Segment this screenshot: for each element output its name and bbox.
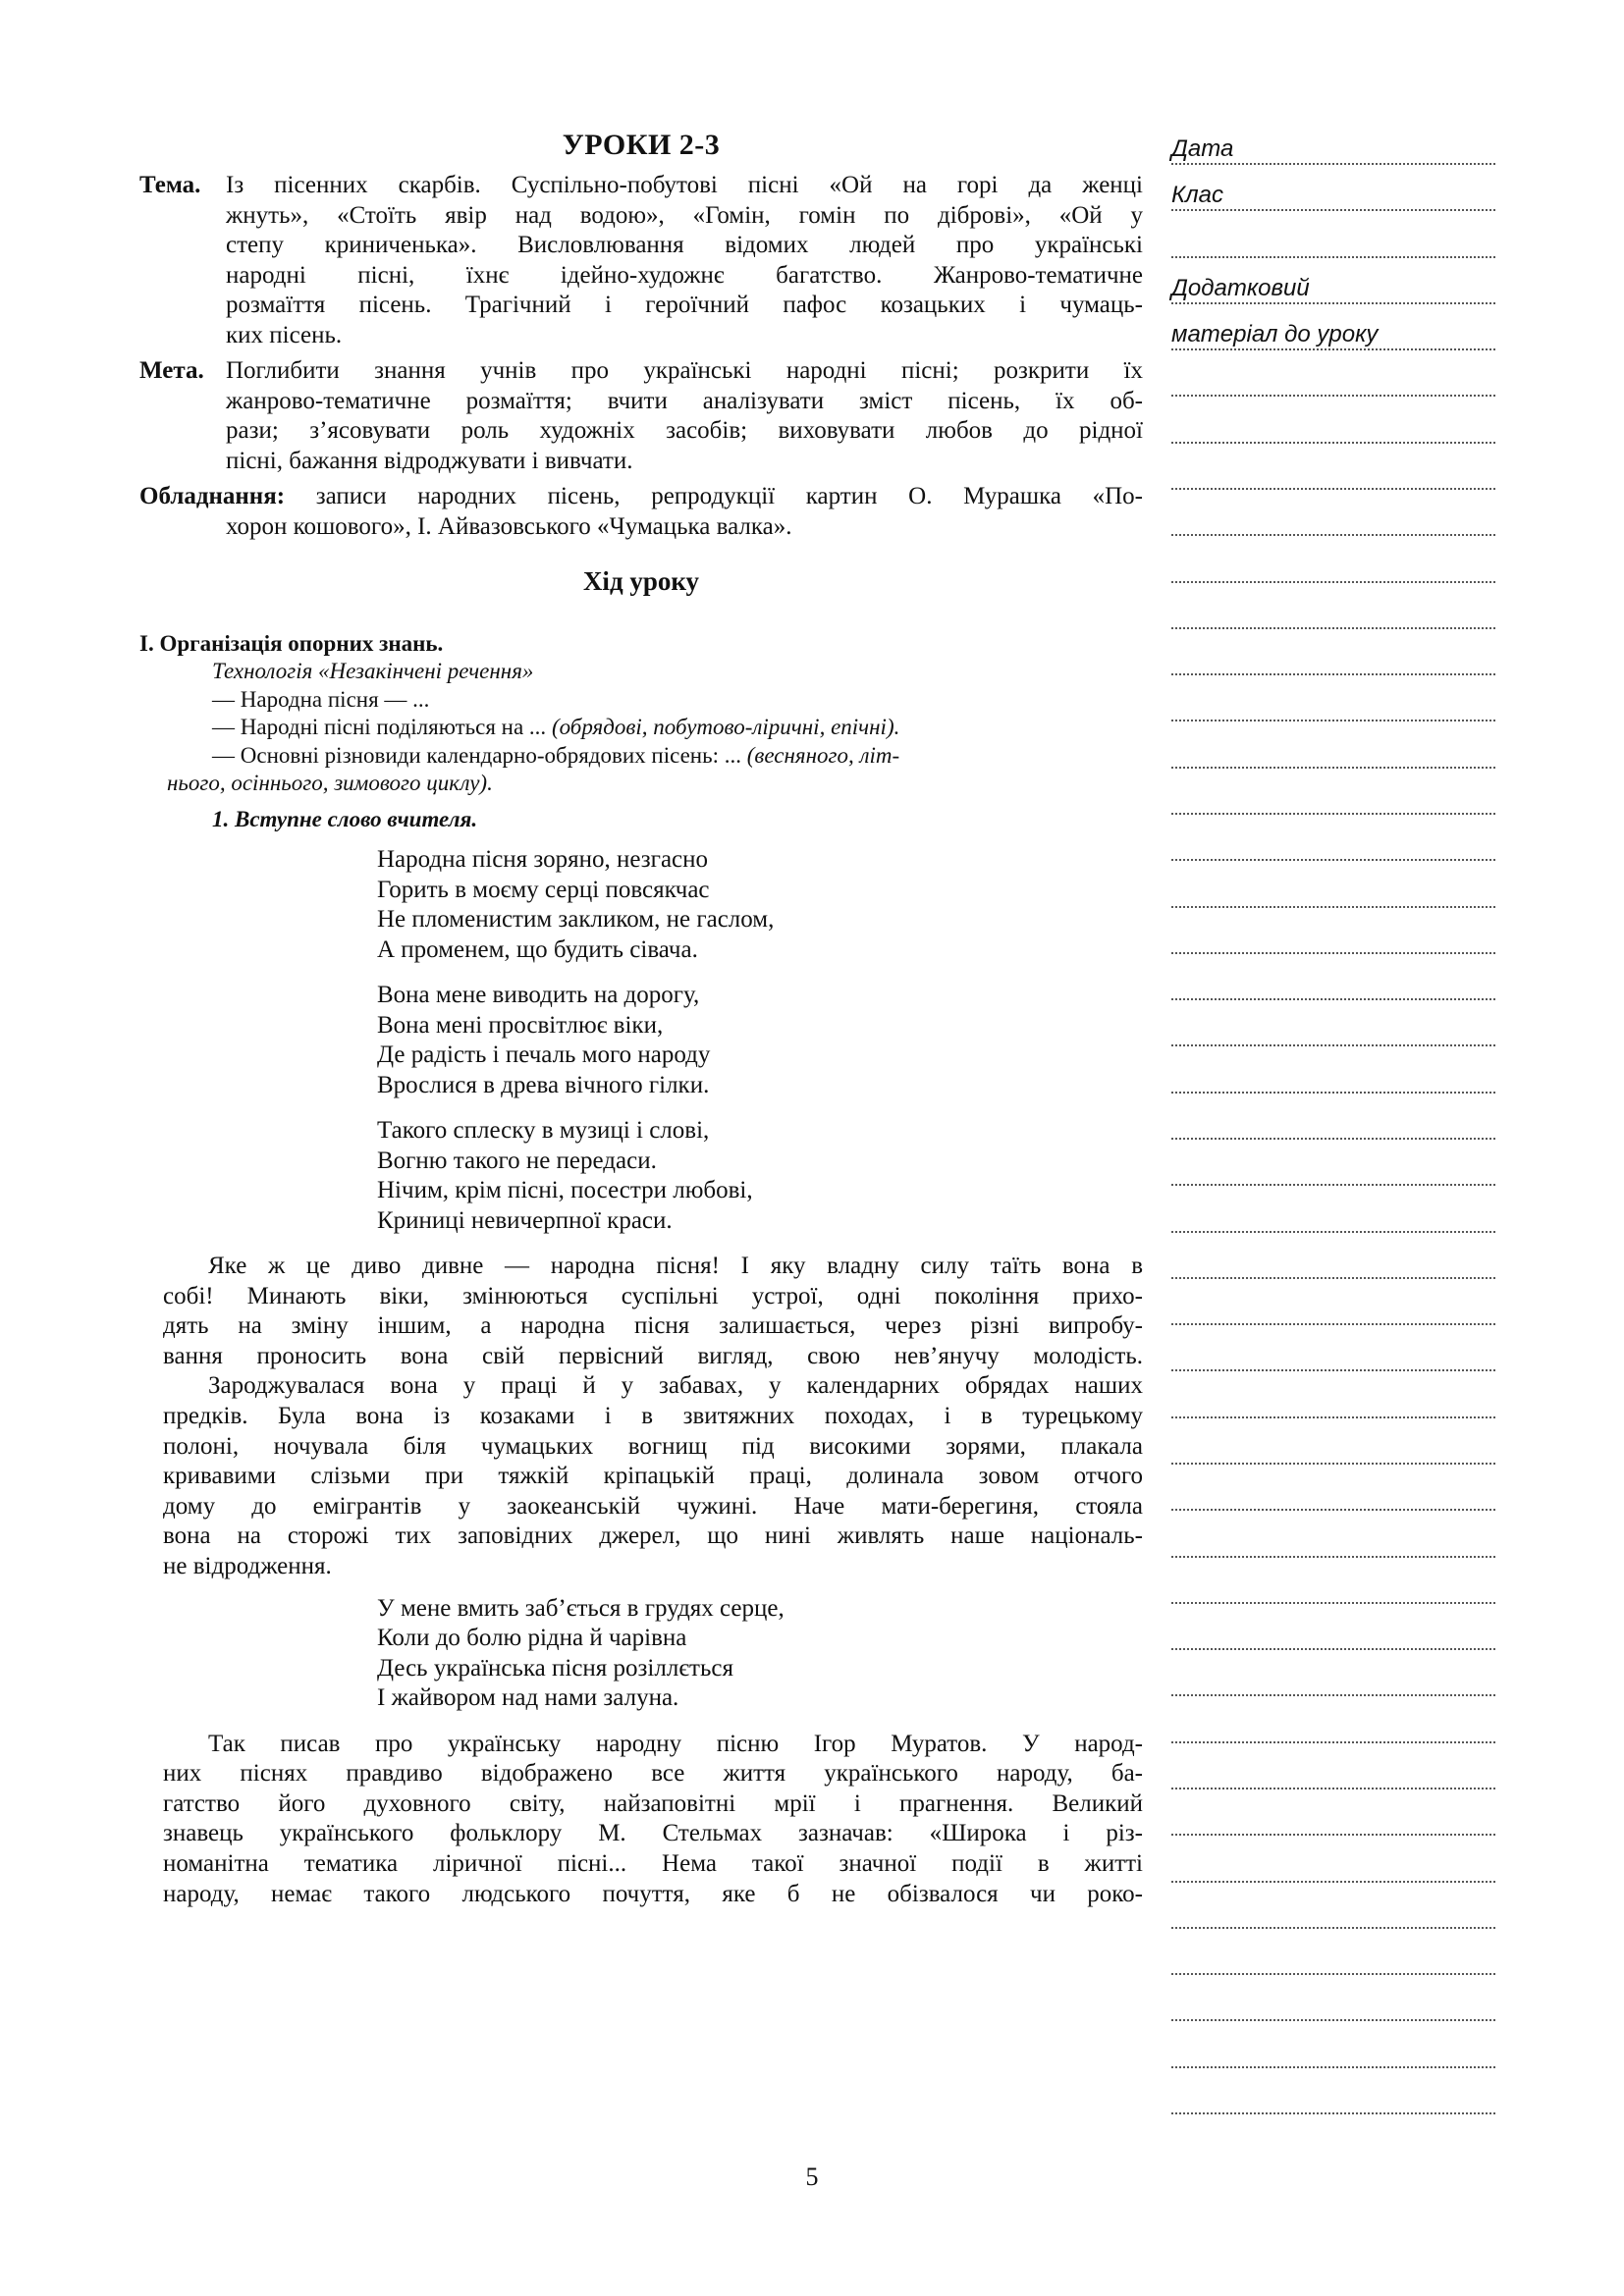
- note-line[interactable]: [1171, 1463, 1495, 1465]
- topic-line: розмаїття пісень. Трагічний і героїчний пафос козацьких і чумаць-: [226, 292, 1143, 318]
- note-line[interactable]: [1171, 2019, 1495, 2021]
- equipment-field: [139, 482, 1143, 542]
- note-line[interactable]: [1171, 627, 1495, 629]
- poem-stanza: [377, 981, 1143, 1100]
- poem-line: І жайвором над нами залуна.: [377, 1684, 679, 1712]
- prompt-answer: (весняного, літ-: [746, 742, 900, 768]
- note-line[interactable]: [1171, 1556, 1495, 1558]
- paragraph-line: вона на сторожі тих заповідних джерел, що нині живлять наше національ-: [163, 1522, 1143, 1550]
- poem-line: Вона мені просвітлює віки,: [377, 1011, 664, 1039]
- main-column: [139, 126, 1143, 1909]
- goal-line: рази; з’ясовувати роль художніх засобів; виховувати любов до рідної: [226, 417, 1143, 444]
- poem-line: Коли до болю рідна й чарівна: [377, 1625, 687, 1652]
- note-line[interactable]: [1171, 1927, 1495, 1929]
- note-line[interactable]: [1171, 2112, 1495, 2114]
- prompt-answer: (обрядові, побутово-ліричні, епічні).: [551, 715, 900, 739]
- note-line[interactable]: [1171, 673, 1495, 675]
- note-line[interactable]: [1171, 395, 1495, 397]
- note-line[interactable]: [1171, 1788, 1495, 1789]
- poem-stanza: [377, 1594, 1143, 1714]
- goal-line: Поглибити знання учнів про українські народні пісні; розкрити їх: [226, 357, 1143, 384]
- note-line[interactable]: [1171, 1277, 1495, 1279]
- extra-material-label-2: матеріал до уроку: [1171, 321, 1379, 347]
- prompt-item: [139, 714, 1143, 742]
- topic-field: [139, 171, 1143, 350]
- note-line[interactable]: [1171, 2066, 1495, 2068]
- prompt-text: — Народні пісні поділяються на ...: [212, 715, 552, 739]
- paragraph-line: собі! Минають віки, змінюються суспільні устрої, одні покоління прихо-: [163, 1282, 1143, 1309]
- poem-line: Вона мене виводить на дорогу,: [377, 982, 700, 1008]
- poem-line: Нічим, крім пісні, посестри любові,: [377, 1177, 753, 1203]
- note-line[interactable]: [1171, 813, 1495, 815]
- paragraph-line: вання проносить вона свій первісний вигляд, свою нев’янучу молодість.: [163, 1342, 1143, 1369]
- prompt-text: — Народна пісня — ...: [212, 686, 430, 712]
- note-line[interactable]: [1171, 1416, 1495, 1418]
- poem-line: Горить в моєму серці повсякчас: [377, 876, 710, 903]
- poem-line: Такого сплеску в музиці і слові,: [377, 1117, 710, 1144]
- paragraph-line: Так писав про українську народну пісню Ігор Муратов. У народ-: [208, 1730, 1143, 1757]
- note-line[interactable]: [1171, 1369, 1495, 1371]
- paragraph-line: Яке ж це диво дивне — народна пісня! І яку владну силу таїть вона в: [208, 1253, 1143, 1279]
- poem-line: Не пломенистим закликом, не гаслом,: [377, 906, 775, 933]
- poem-line: Врослися в древа вічного гілки.: [377, 1071, 710, 1098]
- poem-1: [377, 845, 1143, 1236]
- note-line[interactable]: [1171, 1694, 1495, 1696]
- lesson-course-heading: Хід уроку: [582, 566, 700, 596]
- note-line[interactable]: [1171, 998, 1495, 1000]
- poem-line: У мене вмить заб’ється в грудях серце,: [377, 1594, 785, 1622]
- topic-line: степу криниченька». Висловлювання відомих людей про українські: [226, 232, 1143, 258]
- note-line[interactable]: [1171, 767, 1495, 769]
- note-line[interactable]: [1171, 1231, 1495, 1233]
- paragraph-line: предків. Була вона із козаками і в звитяжних походах, і в турецькому: [163, 1402, 1143, 1429]
- poem-line: Народна пісня зоряно, незгасно: [377, 846, 709, 873]
- equipment-text: записи народних пісень, репродукції картин О. Мурашка «По-: [315, 483, 1143, 509]
- goal-field: [139, 356, 1143, 476]
- paragraph-2: [163, 1371, 1143, 1581]
- topic-line: народні пісні, їхнє ідейно-художнє багатство. Жанрово-тематичне: [226, 261, 1143, 289]
- note-line[interactable]: [1171, 720, 1495, 721]
- section-organization: [139, 630, 1143, 833]
- paragraph-line: полоні, ночувала біля чумацьких вогнищ під високими зорями, плакала: [163, 1432, 1143, 1460]
- poem-line: А променем, що будить сівача.: [377, 935, 698, 963]
- note-line[interactable]: [1171, 1881, 1495, 1883]
- paragraph-3: [163, 1730, 1143, 1910]
- page-number: 5: [805, 2163, 819, 2191]
- paragraph-line: Зароджувалася вона у праці й у забавах, у календарних обрядах наших: [208, 1372, 1143, 1400]
- note-line[interactable]: [1171, 534, 1495, 536]
- prompt-text: — Основні різновиди календарно-обрядових пісень: ...: [212, 742, 747, 768]
- prompt-item: [139, 686, 1143, 715]
- prompt-item: [139, 742, 1143, 771]
- note-line[interactable]: [1171, 488, 1495, 490]
- poem-line: Вогню такого не передаси.: [377, 1147, 657, 1174]
- paragraph-1: [163, 1252, 1143, 1371]
- paragraph-line: не відродження.: [163, 1552, 332, 1579]
- note-line[interactable]: [1171, 859, 1495, 861]
- poem-stanza: [377, 1116, 1143, 1236]
- notes-margin: [1171, 0, 1495, 2296]
- paragraph-line: народу, немає такого людського почуття, яке б не обізвалося чи роко-: [163, 1880, 1143, 1907]
- note-line[interactable]: [1171, 952, 1495, 954]
- poem-line: Криниці невичерпної краси.: [377, 1206, 673, 1234]
- topic-label: Тема.: [139, 172, 201, 198]
- goal-line: пісні, бажання відроджувати і вивчати.: [226, 447, 633, 474]
- note-line[interactable]: [1171, 1184, 1495, 1186]
- note-line[interactable]: [1171, 1602, 1495, 1604]
- section-heading: I. Організація опорних знань.: [139, 631, 444, 656]
- poem-line: Десь українська пісня розіллється: [377, 1654, 733, 1682]
- topic-line: Із пісенних скарбів. Суспільно-побутові пісні «Ой на горі да женці: [226, 172, 1143, 198]
- note-line[interactable]: [1171, 1834, 1495, 1836]
- paragraph-line: кривавими слізьми при тяжкій кріпацькій праці, долинала зовом отчого: [163, 1463, 1143, 1490]
- subsection-heading: 1. Вступне слово вчителя.: [212, 806, 478, 831]
- paragraph-line: дому до емігрантів у заокеанській чужині. Наче мати-берегиня, стояла: [163, 1492, 1143, 1520]
- paragraph-line: гатство його духовного світу, найзаповітні мрії і прагнення. Великий: [163, 1789, 1143, 1817]
- note-line[interactable]: [1171, 581, 1495, 583]
- note-line[interactable]: [1171, 256, 1495, 258]
- paragraph-line: дять на зміну іншим, а народна пісня залишається, через різні випробу-: [163, 1312, 1143, 1340]
- note-line[interactable]: [1171, 209, 1495, 211]
- note-line[interactable]: [1171, 163, 1495, 165]
- note-line[interactable]: [1171, 1138, 1495, 1140]
- note-line[interactable]: [1171, 1509, 1495, 1511]
- poem-line: Де радість і печаль мого народу: [377, 1041, 711, 1068]
- topic-line: жнуть», «Стоїть явір над водою», «Гомін, гомін по діброві», «Ой у: [226, 201, 1143, 229]
- note-line[interactable]: [1171, 1741, 1495, 1743]
- note-line[interactable]: [1171, 348, 1495, 350]
- goal-line: жанрово-тематичне розмаїття; вчити аналізувати зміст пісень, їх об-: [226, 387, 1143, 414]
- class-label: Клас: [1171, 182, 1224, 208]
- paragraph-line: номанітна тематика ліричної пісні... Нема такої значної події в житті: [163, 1849, 1143, 1877]
- note-line[interactable]: [1171, 1044, 1495, 1046]
- note-line[interactable]: [1171, 906, 1495, 908]
- technology-label: Технологія «Незакінчені речення»: [212, 659, 534, 683]
- paragraph-line: них піснях правдиво відображено все життя українського народу, ба-: [163, 1760, 1143, 1788]
- poem-stanza: [377, 845, 1143, 965]
- equipment-line: хорон кошового», І. Айвазовського «Чумацька валка».: [226, 512, 792, 540]
- note-line[interactable]: [1171, 1092, 1495, 1094]
- poem-2: [377, 1594, 1143, 1714]
- note-line[interactable]: [1171, 302, 1495, 304]
- equipment-label: Обладнання:: [139, 483, 286, 509]
- equipment-line: [139, 482, 1143, 512]
- goal-label: Мета.: [139, 357, 204, 384]
- page-title: УРОКИ 2-3: [562, 129, 721, 161]
- note-line[interactable]: [1171, 1323, 1495, 1325]
- paragraph-line: знавець українського фольклору М. Стельмах зазначав: «Широка і різ-: [163, 1820, 1143, 1847]
- note-line[interactable]: [1171, 442, 1495, 444]
- topic-line: ких пісень.: [226, 321, 343, 348]
- extra-material-label-1: Додатковий: [1171, 275, 1310, 301]
- note-line[interactable]: [1171, 1973, 1495, 1975]
- note-line[interactable]: [1171, 1648, 1495, 1650]
- prompt-continuation: нього, осіннього, зимового циклу).: [167, 771, 493, 795]
- date-label: Дата: [1171, 135, 1234, 162]
